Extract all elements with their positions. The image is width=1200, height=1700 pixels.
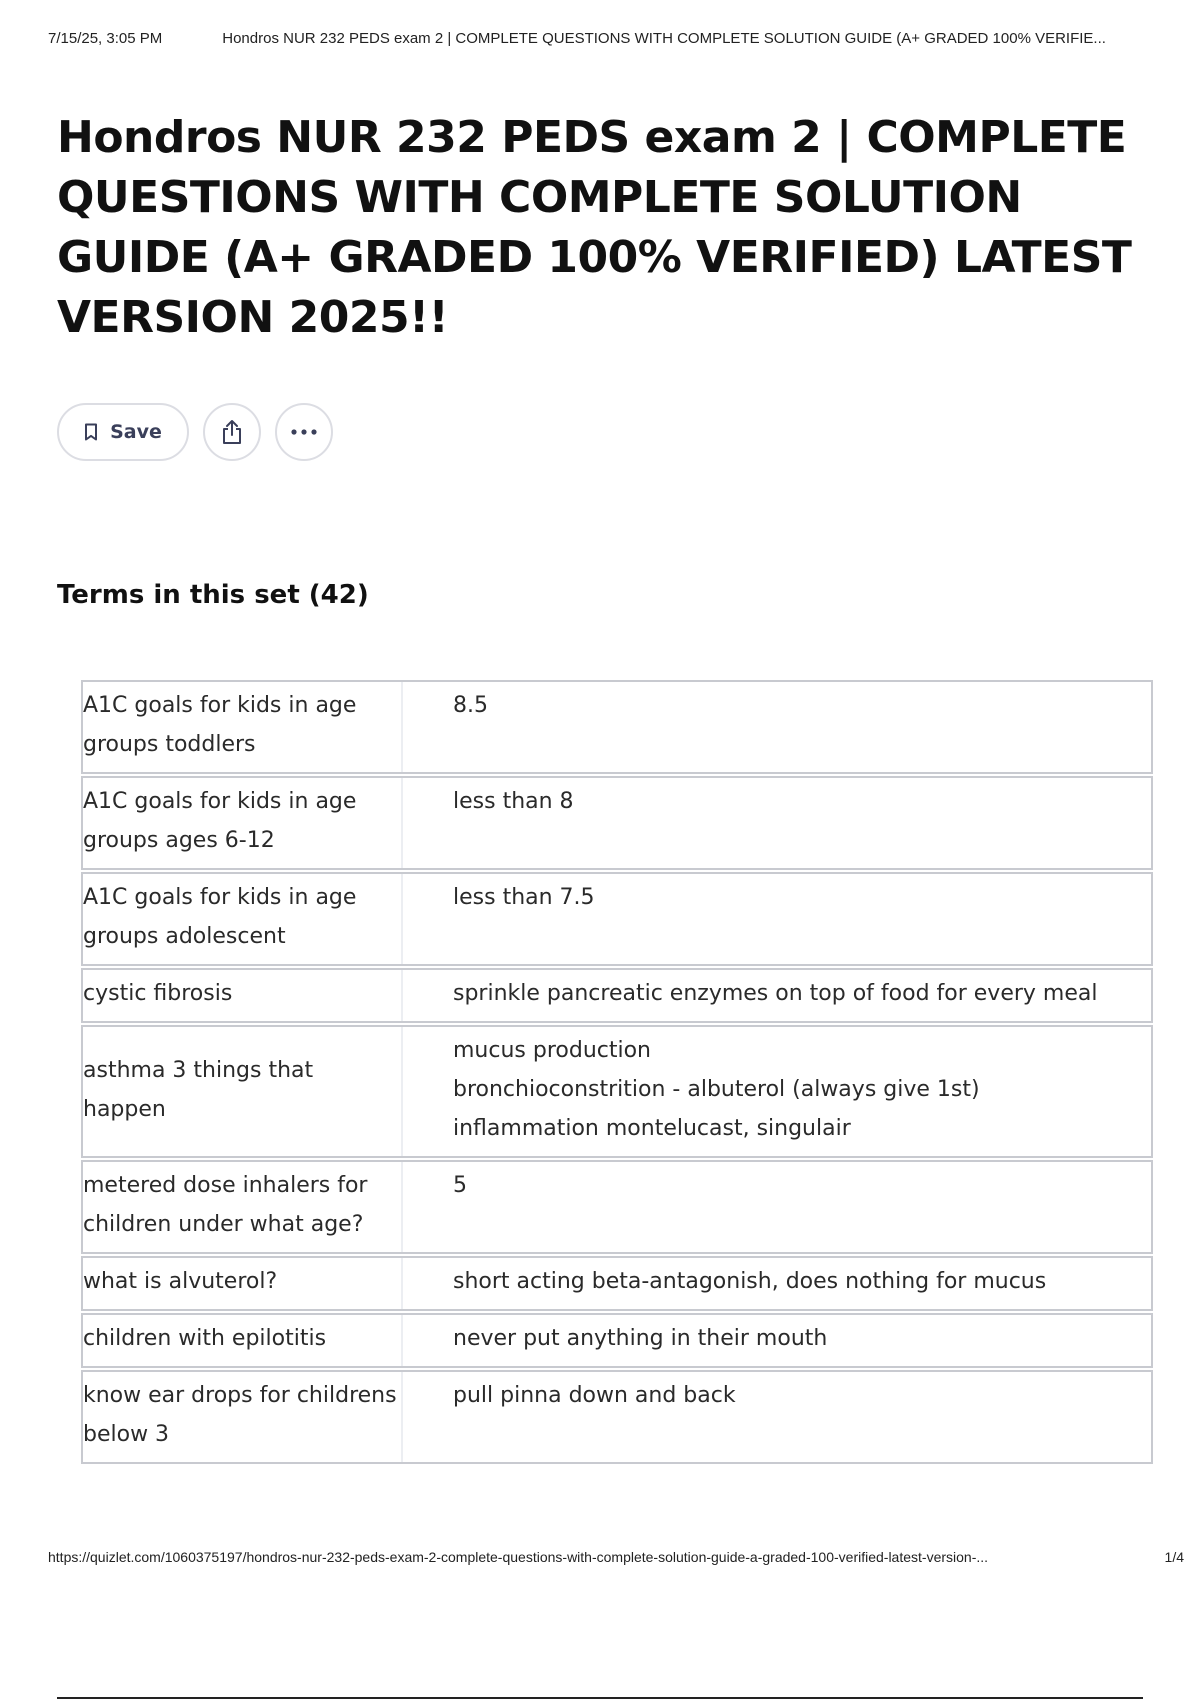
term-row [81, 1025, 1153, 1158]
bookmark-icon [84, 423, 98, 441]
bottom-divider [57, 1697, 1143, 1699]
share-button[interactable] [203, 403, 261, 461]
term-text: A1C goals for kids in age groups toddlers [83, 682, 403, 772]
more-options-button[interactable] [275, 403, 333, 461]
action-bar [57, 403, 333, 461]
term-text: what is alvuterol? [83, 1258, 403, 1309]
term-text: asthma 3 things that happen [83, 1027, 403, 1156]
term-row [81, 1256, 1153, 1311]
term-text: A1C goals for kids in age groups ages 6-12 [83, 778, 403, 868]
term-row [81, 1370, 1153, 1464]
print-datetime: 7/15/25, 3:05 PM [48, 30, 163, 47]
term-row [81, 680, 1153, 774]
terms-list [81, 680, 1153, 1466]
definition-text: 5 [453, 1173, 467, 1198]
term-text: metered dose inhalers for children under what age? [83, 1162, 403, 1252]
definition-text: pull pinna down and back [453, 1383, 736, 1408]
term-text: children with epilotitis [83, 1315, 403, 1366]
definition-text: short acting beta-antagonish, does nothing for mucus [453, 1269, 1047, 1294]
more-icon [290, 429, 318, 435]
term-row [81, 872, 1153, 966]
definition-text: never put anything in their mouth [453, 1326, 828, 1351]
print-url[interactable]: https://quizlet.com/1060375197/hondros-nur-232-peds-exam-2-complete-questions-with-complete-solution-guide-a-graded-100-verified-latest-version-... [48, 1549, 989, 1565]
term-row [81, 968, 1153, 1023]
save-button-label: Save [110, 421, 162, 443]
save-button[interactable] [57, 403, 189, 461]
term-row [81, 1313, 1153, 1368]
terms-heading: Terms in this set (42) [57, 580, 369, 610]
term-text: cystic fibrosis [83, 970, 403, 1021]
page-number: 1/4 [1164, 1549, 1184, 1565]
definition-text: mucus production bronchioconstrition - albuterol (always give 1st) inflammation montelucast, singulair [453, 1038, 980, 1141]
definition-text: less than 7.5 [453, 885, 595, 910]
term-text: A1C goals for kids in age groups adolescent [83, 874, 403, 964]
term-row [81, 1160, 1153, 1254]
definition-text: less than 8 [453, 789, 574, 814]
definition-text: sprinkle pancreatic enzymes on top of food for every meal [453, 981, 1098, 1006]
print-page-title: Hondros NUR 232 PEDS exam 2 | COMPLETE QUESTIONS WITH COMPLETE SOLUTION GUIDE (A+ GRADED 100% VERIFIE... [222, 30, 1106, 47]
print-header [48, 30, 1140, 47]
term-text: know ear drops for childrens below 3 [83, 1372, 403, 1462]
term-row [81, 776, 1153, 870]
definition-text: 8.5 [453, 693, 488, 718]
share-icon [220, 419, 244, 445]
print-footer [48, 1549, 1184, 1565]
page-title: Hondros NUR 232 PEDS exam 2 | COMPLETE QUESTIONS WITH COMPLETE SOLUTION GUIDE (A+ GRADED 100% VERIFIED) LATEST VERSION 2025!! [57, 112, 1132, 343]
